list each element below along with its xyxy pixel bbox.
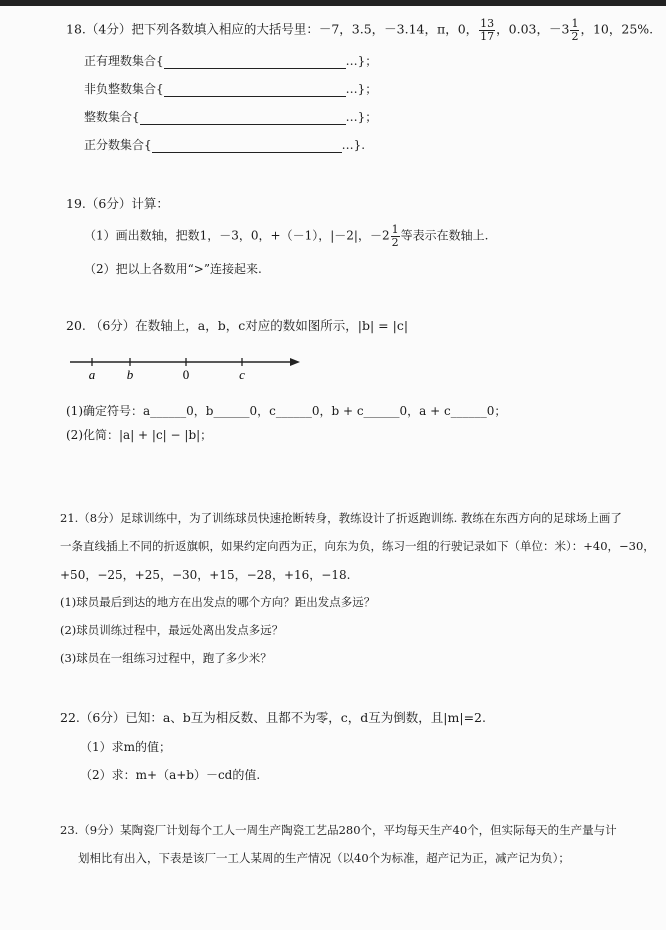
q18-set-nonnegative-integer: 非负整数集合{ …}； <box>84 82 378 96</box>
q21-item3: (3)球员在一组练习过程中，跑了多少米？ <box>60 651 272 665</box>
q19-title: 19.（6分）计算： <box>66 196 169 211</box>
q22-item1: （1）求m的值； <box>80 740 172 754</box>
q19-item1: （1）画出数轴，把数1，－3，0，+（－1），|－2|，－2 $\frac{1}{2}$ 等表示在数轴上. <box>84 223 489 249</box>
label-c: c <box>239 367 245 382</box>
q23-line2: 划相比有出入，下表是该厂一工人某周的生产情况（以40个为标准，超产记为正，减产记为负）； <box>78 851 570 865</box>
top-border <box>0 0 666 6</box>
q20-item1: (1)确定符号：a______0，b______0，c______0，b + c______0，a + c______0； <box>66 404 507 418</box>
fraction-1-2: $\frac{1}{2}$ <box>571 17 579 43</box>
answer-blank[interactable] <box>164 84 346 97</box>
q18-set-integer: 整数集合{ …}； <box>84 110 378 124</box>
label-zero: 0 <box>182 367 190 382</box>
q18-set-positive-fraction: 正分数集合{ …}. <box>84 138 366 152</box>
q22-item2: （2）求：m+（a+b）－cd的值. <box>80 768 261 782</box>
q20-title: 20. （6分）在数轴上，a，b，c对应的数如图所示，|b| = |c| <box>66 318 409 333</box>
q21-line3: +50，−25，+25，−30，+15，−28，+16，−18. <box>60 568 351 582</box>
fraction-13-17: $\frac{13}{17}$ <box>480 17 495 43</box>
label-a: a <box>88 367 96 382</box>
q21-item2: (2)球员训练过程中，最远处离出发点多远？ <box>60 623 284 637</box>
answer-blank[interactable] <box>164 56 346 69</box>
label-b: b <box>126 367 134 382</box>
q23-line1: 23.（9分）某陶瓷厂计划每个工人一周生产陶瓷工艺品280个，平均每天生产40个，但实际每天的生产量与计 <box>60 823 617 837</box>
q21-line1: 21.（8分）足球训练中，为了训练球员快速抢断转身，教练设计了折返跑训练. 教练在东西方向的足球场上画了 <box>60 511 622 525</box>
q18-title: 18.（4分）把下列各数填入相应的大括号里：－7，3.5，－3.14，π，0， $\frac{13}{17}$ ，0.03，－3 $\frac{1}{2}$ ，10，25%. <box>66 17 654 43</box>
q21-item1: (1)球员最后到达的地方在出发点的哪个方向？距出发点多远？ <box>60 595 376 609</box>
q18-set-positive-rational: 正有理数集合{ …}； <box>84 54 378 68</box>
answer-blank[interactable] <box>152 140 342 153</box>
q22-title: 22.（6分）已知：a、b互为相反数、且都不为零，c，d互为倒数，且|m|=2. <box>60 710 486 725</box>
answer-blank[interactable] <box>140 112 346 125</box>
q19-item2: （2）把以上各数用“>”连接起来. <box>84 262 262 276</box>
number-line-arrow <box>290 358 300 366</box>
q20-item2: (2)化简：|a| + |c| − |b|； <box>66 428 213 442</box>
number-line <box>70 352 300 382</box>
fraction-1-2: $\frac{1}{2}$ <box>391 223 399 249</box>
q21-line2: 一条直线插上不同的折返旗帜，如果约定向西为正，向东为负，练习一组的行驶记录如下（单位：米）：+40，−30， <box>60 539 655 553</box>
